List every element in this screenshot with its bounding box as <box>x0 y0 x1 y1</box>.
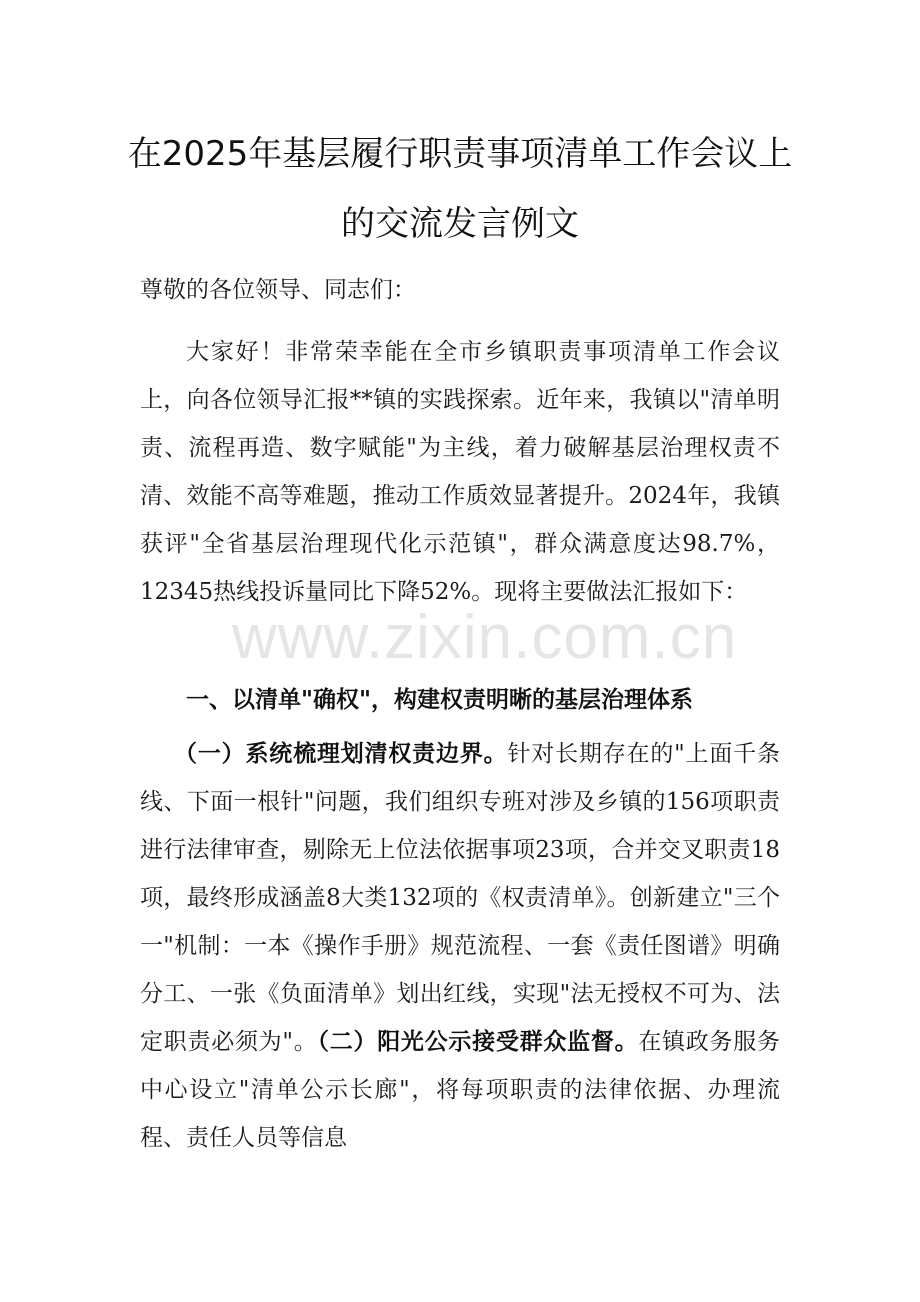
subsection-2-text: 在镇政务服务中心设立"清单公示长廊"，将每项职责的法律依据、办理流程、责任人员等信息 <box>140 1029 780 1151</box>
document-title-line-1: 在2025年基层履行职责事项清单工作会议上 <box>127 134 793 174</box>
subsection-1-text: 针对长期存在的"上面千条线、下面一根针"问题，我们组织专班对涉及乡镇的156项职责进行法律审查，剔除无上位法依据事项23项，合并交叉职责18项，最终形成涵盖8大类132项的《权责清单》。创新建立"三个一"机制：一本《操作手册》规范流程、一套《责任图谱》明确分工、一张《负面清单》划出红线，实现"法无授权不可为、法定职责必须为"。 <box>140 741 780 1055</box>
subsection-2-heading: （二）阳光公示接受群众监督。 <box>317 1028 639 1055</box>
salutation: 尊敬的各位领导、同志们： <box>140 277 416 303</box>
subsection-1-heading: （一）系统梳理划清权责边界。 <box>174 740 508 767</box>
intro-paragraph: 大家好！非常荣幸能在全市乡镇职责事项清单工作会议上，向各位领导汇报**镇的实践探索。近年来，我镇以"清单明责、流程再造、数字赋能"为主线，着力破解基层治理权责不清、效能不高等难题，推动工作质效显著提升。2024年，我镇获评"全省基层治理现代化示范镇"，群众满意度达98.7%，12345热线投诉量同比下降52%。现将主要做法汇报如下： <box>140 339 780 605</box>
watermark: www.zixin.com.cn <box>232 603 738 672</box>
section-1-heading: 一、以清单"确权"，构建权责明晰的基层治理体系 <box>186 686 693 713</box>
section-1-paragraph <box>140 730 780 1162</box>
document-title-line-2: 的交流发言例文 <box>341 204 579 244</box>
